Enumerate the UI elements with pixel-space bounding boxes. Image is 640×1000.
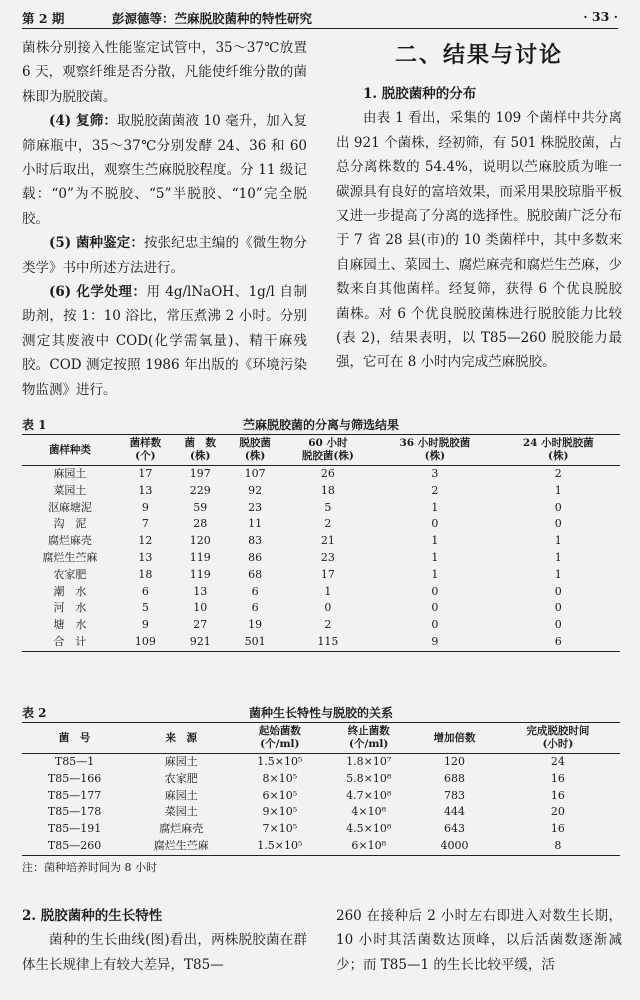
subsection-heading: 1. 脱胶菌种的分布	[363, 86, 477, 102]
table-cell: 9×10⁵	[262, 805, 298, 819]
table-cell: 13	[138, 483, 153, 497]
page-number: · 33 ·	[583, 9, 618, 24]
table-row	[22, 567, 620, 584]
table-cell: 沟 泥	[53, 517, 87, 531]
table-cell: 合 计	[53, 634, 87, 648]
table-cell: T85—260	[47, 838, 102, 852]
table-cell: 24	[550, 755, 565, 768]
table-cell: 5.8×10⁸	[346, 771, 392, 785]
table-cell: 501	[244, 634, 266, 648]
table-cell: 783	[444, 788, 465, 802]
table-cell: 13	[193, 584, 208, 598]
table-cell: 1	[554, 534, 562, 548]
table-row	[22, 584, 620, 601]
table-cell: 1	[431, 500, 439, 514]
table-title: 菌种生长特性与脱胶的关系	[248, 706, 393, 720]
table-cell: 5	[324, 500, 332, 514]
table-cell: 2	[554, 467, 562, 480]
table-cell: 0	[431, 601, 439, 615]
table-cell: 23	[248, 500, 263, 514]
table-cell: 7	[141, 517, 149, 531]
column-header: 起始菌数 (个/ml)	[258, 725, 301, 750]
table-row	[22, 466, 620, 483]
right-column	[336, 36, 622, 375]
table-cell: 4×10⁸	[351, 805, 387, 819]
table-cell: 11	[248, 517, 263, 531]
table-cell: 1	[554, 567, 562, 581]
table-cell: 4.5×10⁸	[346, 822, 392, 836]
paragraph: 菌种的生长曲线(图)看出，两株脱胶菌在群体生长规律上有较大差异，T85—	[22, 932, 307, 973]
column-header: 菌样种类	[48, 443, 91, 456]
table-note: 注：菌种培养时间为 8 小时	[22, 860, 157, 874]
table-number: 表 2	[22, 706, 47, 720]
paragraph: 260 在接种后 2 小时左右即进入对数生长期，10 小时其活菌数达顶峰，以后活菌数逐渐减少；而 T85—1 的生长比较平缓，活	[336, 908, 622, 973]
table-row	[22, 771, 620, 788]
table-cell: 1	[431, 534, 439, 548]
section-title: 二、结果与讨论	[394, 42, 563, 68]
table-cell: 10	[193, 601, 208, 615]
table-cell: 1	[554, 483, 562, 497]
table-cell: T85—178	[47, 805, 102, 819]
table-cell: 0	[324, 601, 332, 615]
table-row	[22, 483, 620, 500]
table-cell: 麻园土	[53, 467, 87, 480]
table-cell: 0	[554, 517, 562, 531]
table-cell: 0	[554, 500, 562, 514]
table-cell: 1.5×10⁵	[257, 838, 303, 852]
table-cell: 沤麻塘泥	[47, 500, 92, 514]
table-cell: 13	[138, 550, 153, 564]
table-cell: 119	[189, 550, 211, 564]
header-rule	[22, 28, 618, 29]
table-cell: 菜园土	[53, 483, 87, 497]
table-row	[22, 754, 620, 771]
table-cell: 68	[248, 567, 263, 581]
table-cell: 643	[444, 822, 465, 836]
column-header: 脱胶菌 (株)	[239, 437, 271, 462]
table-cell: 197	[189, 467, 211, 480]
table-title: 苎麻脱胶菌的分离与筛选结果	[242, 418, 399, 432]
column-header: 完成脱胶时间 (小时)	[526, 725, 590, 750]
table-cell: T85—177	[47, 788, 102, 802]
table-row	[22, 533, 620, 550]
table-cell: 18	[138, 567, 153, 581]
table-cell: 16	[550, 822, 565, 836]
table-row	[22, 821, 620, 838]
table-cell: 农家肥	[164, 771, 198, 785]
table-row	[22, 788, 620, 805]
table-cell: 塘 水	[53, 618, 87, 632]
table-cell: 0	[431, 584, 439, 598]
table-cell: 0	[554, 584, 562, 598]
table-cell: 4000	[440, 838, 469, 852]
table-cell: 6	[251, 584, 259, 598]
column-header: 菌样数 (个)	[129, 437, 162, 462]
table-cell: 6	[141, 584, 149, 598]
table-cell: 1	[431, 567, 439, 581]
table-cell: 6×10⁵	[262, 788, 298, 802]
table-1	[22, 416, 620, 652]
bottom-right-column	[336, 904, 622, 977]
table-cell: 8	[554, 838, 562, 852]
table-row	[22, 634, 620, 651]
table-cell: 农家肥	[53, 567, 87, 581]
table-cell: 444	[444, 805, 465, 819]
table-cell: 2	[324, 618, 332, 632]
table-header-row	[22, 723, 620, 754]
table-row	[22, 600, 620, 617]
column-header: 60 小时 脱胶菌(株)	[301, 437, 354, 462]
table-caption	[22, 416, 620, 434]
table-cell: 菜园土	[164, 805, 198, 819]
table-cell: 9	[141, 500, 149, 514]
paragraph: (4) 复筛：取脱胶菌菌液 10 毫升，加入复筛麻瓶中，35～37℃分别发酵 24、36 和 60 小时后取出，观察生苎麻脱胶程度。分 11 级记载：“0”为不脱胶、“5”半脱胶、“10”完全脱胶。	[22, 113, 307, 227]
table-cell: 5	[141, 601, 149, 615]
table-cell: 27	[193, 618, 208, 632]
table-cell: 麻园土	[164, 788, 198, 802]
table-row	[22, 804, 620, 821]
table-cell: 0	[554, 601, 562, 615]
table-cell: 17	[138, 467, 153, 480]
table-cell: 19	[248, 618, 263, 632]
table-cell: T85—1	[54, 755, 95, 768]
table-cell: 腐烂麻壳	[159, 822, 204, 836]
column-header: 增加倍数	[433, 731, 476, 744]
table-cell: 688	[444, 771, 465, 785]
table-cell: 107	[244, 467, 266, 480]
column-header: 终止菌数 (个/ml)	[347, 725, 390, 750]
table-cell: T85—166	[47, 771, 102, 785]
table-cell: 16	[550, 771, 565, 785]
table-2	[22, 704, 620, 875]
table-cell: 6	[554, 634, 562, 648]
paragraph: (6) 化学处理：用 4g/lNaOH、1g/l 自制助剂，按 1：10 浴比，常压煮沸 2 小时。分别测定其废液中 COD(化学需氧量)、精干麻残胶。COD 测定按照 1986 年出版的《环境污染物监测》进行。	[22, 284, 308, 398]
table-cell: 3	[431, 467, 439, 480]
table-cell: T85—191	[47, 822, 102, 836]
column-header: 菌 号	[58, 731, 91, 744]
table-cell: 2	[324, 517, 332, 531]
column-header: 24 小时脱胶菌 (株)	[522, 437, 594, 462]
data-table	[22, 722, 620, 856]
table-cell: 17	[320, 567, 335, 581]
table-cell: 12	[138, 534, 153, 548]
table-cell: 21	[320, 534, 335, 548]
table-cell: 1.8×10⁷	[346, 755, 392, 768]
table-cell: 潮 水	[53, 584, 87, 598]
table-row	[22, 550, 620, 567]
table-cell: 26	[320, 467, 335, 480]
table-row	[22, 617, 620, 634]
table-cell: 115	[317, 634, 339, 648]
subsection-heading: 2. 脱胶菌种的生长特性	[22, 908, 163, 924]
bottom-left-column	[22, 904, 307, 977]
table-cell: 1.5×10⁵	[257, 755, 303, 768]
column-header: 36 小时脱胶菌 (株)	[399, 437, 471, 462]
table-cell: 18	[320, 483, 335, 497]
table-cell: 6	[251, 601, 259, 615]
table-cell: 腐烂生苎麻	[153, 838, 209, 852]
table-cell: 河 水	[53, 601, 87, 615]
running-header	[22, 6, 618, 28]
table-cell: 0	[554, 618, 562, 632]
table-cell: 28	[193, 517, 208, 531]
table-cell: 腐烂生苎麻	[42, 550, 98, 564]
table-cell: 9	[431, 634, 439, 648]
table-cell: 109	[134, 634, 156, 648]
table-row	[22, 500, 620, 517]
running-title: 彭源德等：苎麻脱胶菌种的特性研究	[112, 11, 313, 26]
table-cell: 1	[554, 550, 562, 564]
table-cell: 229	[189, 483, 211, 497]
table-cell: 16	[550, 788, 565, 802]
table-cell: 0	[431, 618, 439, 632]
table-cell: 20	[550, 805, 565, 819]
table-cell: 2	[431, 483, 439, 497]
table-cell: 921	[189, 634, 211, 648]
table-cell: 86	[248, 550, 263, 564]
table-cell: 腐烂麻壳	[47, 534, 92, 548]
table-cell: 麻园土	[164, 755, 198, 768]
table-cell: 119	[189, 567, 211, 581]
table-cell: 0	[431, 517, 439, 531]
table-cell: 1	[324, 584, 332, 598]
left-column	[22, 36, 307, 402]
table-cell: 120	[189, 534, 211, 548]
table-row	[22, 838, 620, 855]
table-cell: 59	[193, 500, 208, 514]
table-cell: 7×10⁵	[262, 822, 298, 836]
table-cell: 83	[248, 534, 263, 548]
table-cell: 4.7×10⁸	[346, 788, 392, 802]
table-number: 表 1	[22, 418, 47, 432]
table-cell: 9	[141, 618, 149, 632]
data-table	[22, 434, 620, 652]
table-cell: 120	[444, 755, 465, 768]
table-cell: 92	[248, 483, 263, 497]
column-header: 菌 数 (株)	[184, 437, 216, 462]
table-row	[22, 516, 620, 533]
paragraph: 菌株分别接入性能鉴定试管中，35～37℃放置 6 天，观察纤维是否分散，凡能使纤维分散的菌株即为脱胶菌。	[22, 40, 307, 105]
paragraph: 由表 1 看出，采集的 109 个菌样中共分离出 921 个菌株，经初筛，有 501 株脱胶菌，占总分离株数的 54.4%，说明以苎麻胶质为唯一碳源具有良好的富培效果，而采用果胶琼脂平板又进一步提高了分离的选择性。脱胶菌广泛分布于 7 省 28 县(市)的 10 类菌样中，其中多数来自麻园土、菜园土、腐烂麻壳和腐烂生苎麻，少数来自其他菌样。经复筛，获得 6 个优良脱胶菌株。对 6 个优良脱胶菌株进行脱胶能力比较(表 2)，结果表明，以 T85—260 脱胶能力最强，它可在 8 小时内完成苎麻脱胶。	[336, 110, 622, 371]
table-cell: 6×10⁸	[351, 838, 387, 852]
table-cell: 1	[431, 550, 439, 564]
paragraph: (5) 菌种鉴定：按张纪忠主编的《微生物分类学》书中所述方法进行。	[22, 235, 308, 276]
table-caption	[22, 704, 620, 722]
column-header: 来 源	[165, 731, 197, 744]
issue-number: 第 2 期	[22, 11, 65, 26]
table-header-row	[22, 435, 620, 466]
table-cell: 8×10⁵	[262, 771, 298, 785]
table-cell: 23	[320, 550, 335, 564]
